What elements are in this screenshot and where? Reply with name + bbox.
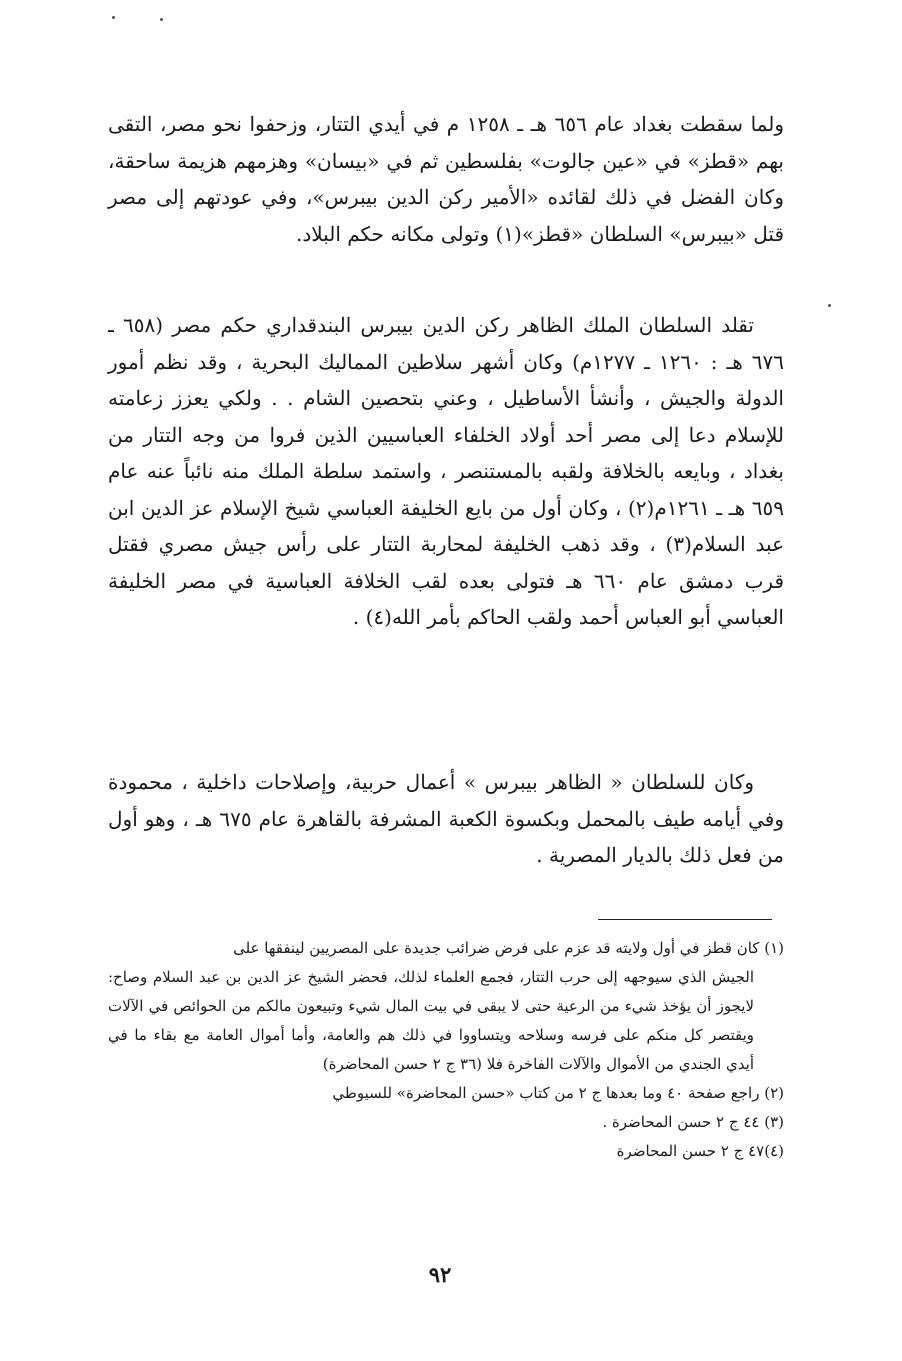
footnote-4: (٤)٤٧ ج ٢ حسن المحاضرة [616, 1142, 784, 1160]
footnote-2: (٢) راجع صفحة ٤٠ وما بعدها ج ٢ من كتاب «حسن المحاضرة» للسيوطي [332, 1084, 784, 1102]
paragraph-baybars-works: وكان للسلطان « الظاهر بيبرس » أعمال حربية، وإصلاحات داخلية ، محمودة وفي أيامه طيف بالمحمل وبكسوة الكعبة المشرفة بالقاهرة عام ٦٧٥ هـ ، وهو أول من فعل ذلك بالديار المصرية . [108, 770, 784, 867]
footnote-1-continuation: الجيش الذي سيوجهه إلى حرب التتار، فجمع العلماء لذلك، فحضر الشيخ عز الدين بن عبد السلام وصاح: لايجوز أن يؤخذ شيء من الرعية حتى لا يبقى في بيت المال شيء وتبيعون مالكم من الحوائص في الآلات ويقتصر كل منكم على فرسه وسلاحه ويتساووا في ذلك هم والعامة، وأما أموال العامة مع بقاء ما في أيدي الجندي من الأموال والآلات الفاخرة فلا (٣٦ ج ٢ حسن المحاضرة) [108, 968, 754, 1073]
footnote-1: (١) كان قطز في أول ولايته قد عزم على فرض ضرائب جديدة على المصريين لينفقها على [233, 939, 784, 957]
page-number: ٩٢ [428, 1262, 452, 1287]
scan-speck [112, 16, 115, 19]
paragraph-baybars-reign: تقلد السلطان الملك الظاهر ركن الدين بيبرس البندقداري حكم مصر (٦٥٨ ـ ٦٧٦ هـ : ١٢٦٠ ـ ١٢٧٧م) وكان أشهر سلاطين المماليك البحرية ، وقد نظم أمور الدولة والجيش ، وأنشأ الأساطيل ، وعني بتحصين الشام . . ولكي يعزز زعامته للإسلام دعا إلى مصر أحد أولاد الخلفاء العباسيين الذين فروا من وجه التتار من بغداد ، وبايعه بالخلافة ولقبه بالمستنصر ، واستمد سلطة الملك منه نائباً عنه عام ٦٥٩ هـ ـ ١٢٦١م(٢) ، وكان أول من بايع الخليفة العباسي شيخ الإسلام عز الدين ابن عبد السلام(٣) ، وقد ذهب الخليفة لمحاربة التتار على رأس جيش مصري فقتل قرب دمشق عام ٦٦٠ هـ فتولى بعده لقب الخلافة العباسية في مصر الخليفة العباسي أبو العباس أحمد ولقب الحاكم بأمر الله(٤) . [108, 313, 785, 629]
footnote-3: (٣) ٤٤ ج ٢ حسن المحاضرة . [602, 1113, 784, 1131]
footnote-separator [598, 919, 772, 920]
scan-speck [160, 18, 163, 21]
footnotes-section [108, 934, 784, 1166]
paragraph-baghdad-fall: ولما سقطت بغداد عام ٦٥٦ هـ ـ ١٢٥٨ م في أيدي التتار، وزحفوا نحو مصر، التقى بهم «قطز» في «عين جالوت» بفلسطين ثم في «بيسان» وهزمهم هزيمة ساحقة، وكان الفضل في ذلك لقائده «الأمير ركن الدين بيبرس»، وفي عودتهم إلى مصر قتل «بيبرس» السلطان «قطز»(١) وتولى مكانه حكم البلاد. [108, 112, 784, 246]
scan-speck [828, 304, 831, 307]
